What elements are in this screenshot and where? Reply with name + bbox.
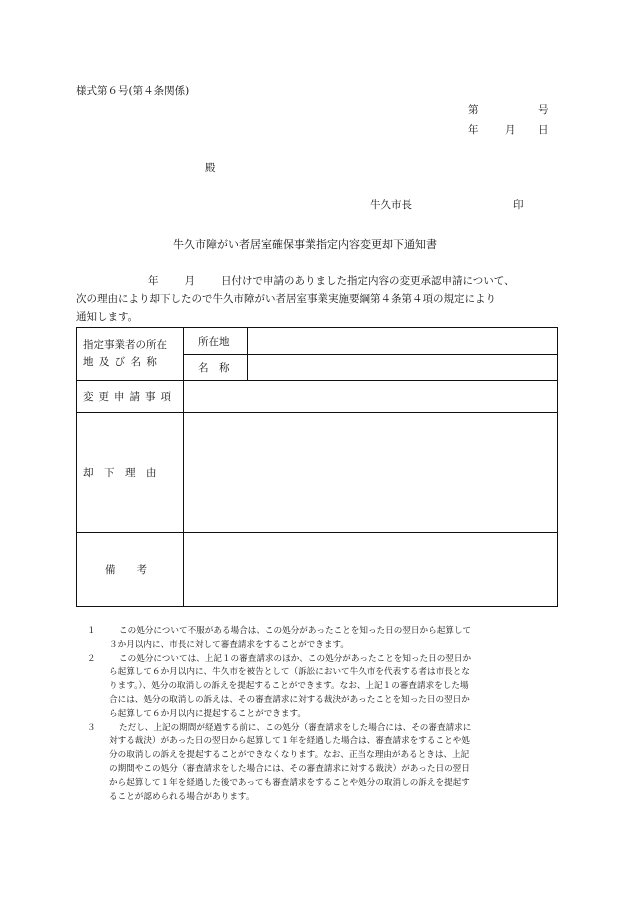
rejection-reason-label: 却 下 理 由 — [77, 413, 184, 533]
note-number: ２ — [87, 653, 96, 664]
body-line-2: 次の理由により却下したので牛久市障がい者居室事業実施要綱第４条第４項の規定により — [76, 293, 496, 305]
rejection-reason-value[interactable] — [184, 413, 558, 533]
note-line: 対する裁決）があった日の翌日から起算して１年を経過した場合は、審査請求をすることや処 — [109, 736, 470, 747]
note-body — [109, 625, 564, 653]
note-line: 分の取消しの訴えを提起することができなくなります。なお、正当な理由があるときは、上記 — [109, 750, 470, 761]
note-line: ３か月以内に、市長に対して審査請求をすることができます。 — [109, 639, 349, 650]
issuer-title: 牛久市長 — [370, 199, 412, 211]
document-number-prefix: 第 — [468, 104, 479, 116]
address-label: 所在地 — [184, 328, 248, 355]
business-label-line-1: 指定事業者の所在 — [83, 339, 167, 351]
note-line: この処分については、上記１の審査請求のほか、この処分があったことを知った日の翌日か — [119, 653, 472, 664]
issue-date-day: 日 — [538, 124, 549, 136]
table-row-change-item — [77, 381, 558, 413]
document-number-suffix: 号 — [538, 104, 549, 116]
form-number: 様式第６号(第４条関係) — [76, 85, 190, 97]
business-label-line-2: 地 及 び 名 称 — [83, 356, 158, 368]
issue-date-year: 年 — [468, 124, 479, 136]
note-line: から起算して１年を経過した後であっても審査請求をすることや処分の取消しの訴えを提起す — [109, 777, 470, 788]
note-number: １ — [87, 626, 96, 636]
address-value[interactable] — [248, 328, 558, 355]
note-item — [84, 722, 564, 805]
note-number: ３ — [87, 722, 96, 733]
note-body — [109, 653, 564, 722]
note-item — [84, 625, 564, 653]
addressee-honorific: 殿 — [205, 162, 216, 174]
issue-date-month: 月 — [505, 124, 516, 136]
table-row-remarks — [77, 533, 558, 607]
body-paragraph — [76, 272, 560, 326]
form-table — [76, 327, 558, 607]
body-line-1 — [76, 272, 560, 290]
note-line: ただし、上記の期間が経過する前に、この処分（審査請求をした場合には、その審査請求に — [119, 722, 472, 733]
note-line: この処分について不服がある場合は、この処分があったことを知った日の翌日から起算して — [119, 626, 472, 636]
remarks-label: 備 考 — [77, 533, 184, 607]
change-item-value[interactable] — [184, 381, 558, 413]
table-row-rejection-reason — [77, 413, 558, 533]
business-label-cell — [77, 328, 184, 381]
note-line: ら起算して６か月以内に、牛久市を被告として（訴訟において牛久市を代表する者は市長とな — [109, 667, 470, 678]
change-item-label: 変更申請事項 — [77, 381, 184, 413]
note-line: の期間やこの処分（審査請求をした場合には、その審査請求に対する裁決）があった日の翌日 — [109, 763, 470, 774]
body-line-3: 通知します。 — [76, 311, 139, 323]
seal-mark: 印 — [513, 199, 524, 211]
notes-section — [84, 625, 564, 804]
table-row-address — [77, 328, 558, 355]
name-label: 名 称 — [184, 355, 248, 381]
note-line: 合には、処分の取消しの訴えは、その審査請求に対する裁決があったことを知った日の翌日か — [109, 694, 470, 705]
document-title: 牛久市障がい者居室確保事業指定内容変更却下通知書 — [173, 238, 437, 251]
name-value[interactable] — [248, 355, 558, 381]
note-item — [84, 653, 564, 722]
note-line: ら起算して６か月以内に提起することができます。 — [109, 708, 306, 719]
note-body — [109, 722, 564, 805]
body-date-month: 月 — [184, 275, 195, 287]
body-line-1-text: 日付けで申請のありました指定内容の変更承認申請について、 — [221, 275, 515, 287]
note-line: ります。）、処分の取消しの訴えを提起することができます。なお、上記１の審査請求をした場 — [109, 681, 469, 692]
body-date-year: 年 — [148, 275, 159, 287]
remarks-value[interactable] — [184, 533, 558, 607]
note-line: ることが認められる場合があります。 — [109, 791, 255, 802]
